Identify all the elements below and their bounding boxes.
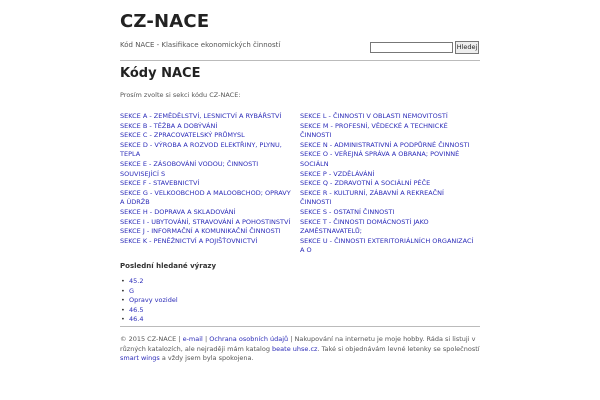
intro-text: Prosím zvolte si sekci kódu CZ-NACE: <box>120 91 241 99</box>
recent-search-link[interactable]: 46.4 <box>129 315 144 324</box>
header-divider <box>120 60 480 61</box>
section-link-r[interactable]: SEKCE R - KULTURNÍ, ZÁBAVNÍ A REKREAČNÍ ČINNOSTI <box>300 188 444 207</box>
section-link-p[interactable]: SEKCE P - VZDĚLÁVÁNÍ <box>300 169 375 178</box>
section-link-q[interactable]: SEKCE Q - ZDRAVOTNÍ A SOCIÁLNÍ PÉČE <box>300 179 431 188</box>
footer-text: | Nakupování na internetu je moje hobby. Ráda si listuji v různých katalozích, ale nejraději mám katalog <box>120 335 476 353</box>
section-link-c[interactable]: SEKCE C - ZPRACOVATELSKÝ PRŮMYSL <box>120 131 245 140</box>
section-link-o[interactable]: SEKCE O - VEŘEJNÁ SPRÁVA A OBRANA; POVINNÉ SOCIÁLN <box>300 150 460 168</box>
footer-divider <box>120 326 480 327</box>
site-title[interactable]: CZ-NACE <box>120 11 210 32</box>
list-item <box>129 287 178 297</box>
footer-text: . Také si objednávám levné letenky se společností <box>317 344 480 353</box>
recent-search-link[interactable]: G <box>129 286 135 295</box>
section-link-b[interactable]: SEKCE B - TĚŽBA A DOBÝVÁNÍ <box>120 121 218 130</box>
recent-search-link[interactable]: Opravy vozidel <box>129 296 178 305</box>
recent-search-link[interactable]: 46.5 <box>129 305 144 314</box>
site-tagline: Kód NACE - Klasifikace ekonomických činností <box>120 41 281 49</box>
page-title: Kódy NACE <box>120 66 201 81</box>
footer-text: a vždy jsem byla spokojena. <box>161 354 254 362</box>
section-link-m[interactable]: SEKCE M - PROFESNÍ, VĚDECKÉ A TECHNICKÉ ČINNOSTI <box>300 121 448 140</box>
list-item <box>129 306 178 316</box>
list-item <box>129 315 178 325</box>
search-form <box>370 41 479 54</box>
section-link-t[interactable]: SEKCE T - ČINNOSTI DOMÁCNOSTÍ JAKO ZAMĚSTNAVATELŮ; <box>300 217 429 236</box>
list-item <box>129 277 178 287</box>
section-link-d[interactable]: SEKCE D - VÝROBA A ROZVOD ELEKTŘINY, PLYNU, TEPLA <box>120 140 282 159</box>
footer-email-link[interactable]: e-mail <box>182 335 203 343</box>
section-link-f[interactable]: SEKCE F - STAVEBNICTVÍ <box>120 179 200 188</box>
section-link-i[interactable]: SEKCE I - UBYTOVÁNÍ, STRAVOVÁNÍ A POHOSTINSTVÍ <box>120 217 291 226</box>
section-link-n[interactable]: SEKCE N - ADMINISTRATIVNÍ A PODPŮRNÉ ČINNOSTI <box>300 140 470 149</box>
recent-searches-list <box>120 277 178 325</box>
list-item <box>129 296 178 306</box>
section-link-k[interactable]: SEKCE K - PENĚŽNICTVÍ A POJIŠŤOVNICTVÍ <box>120 236 258 245</box>
search-button[interactable]: Hledej <box>455 41 479 54</box>
section-link-g[interactable]: SEKCE G - VELKOOBCHOD A MALOOBCHOD; OPRAVY A ÚDRŽB <box>120 188 291 207</box>
section-link-l[interactable]: SEKCE L - ČINNOSTI V OBLASTI NEMOVITOSTÍ <box>300 112 448 120</box>
section-link-e[interactable]: SEKCE E - ZÁSOBOVÁNÍ VODOU; ČINNOSTI SOUVISEJÍCÍ S <box>120 159 259 178</box>
footer-copyright: © 2015 CZ-NACE | <box>120 335 181 343</box>
footer-privacy-link[interactable]: Ochrana osobních údajů <box>209 335 289 343</box>
footer-separator: | <box>204 335 208 343</box>
sections-column-left <box>120 112 296 246</box>
section-link-h[interactable]: SEKCE H - DOPRAVA A SKLADOVÁNÍ <box>120 207 236 216</box>
sections-column-right <box>300 112 476 256</box>
footer <box>120 335 480 364</box>
recent-search-link[interactable]: 45.2 <box>129 277 144 285</box>
section-link-a[interactable]: SEKCE A - ZEMĚDĚLSTVÍ, LESNICTVÍ A RYBÁŘSTVÍ <box>120 112 282 120</box>
footer-airline-link[interactable]: smart wings <box>120 354 160 362</box>
section-link-s[interactable]: SEKCE S - OSTATNÍ ČINNOSTI <box>300 207 395 216</box>
section-link-u[interactable]: SEKCE U - ČINNOSTI EXTERITORIÁLNÍCH ORGANIZACÍ A O <box>300 236 474 255</box>
section-link-j[interactable]: SEKCE J - INFORMAČNÍ A KOMUNIKAČNÍ ČINNOSTI <box>120 227 281 236</box>
recent-searches-title: Poslední hledané výrazy <box>120 262 217 270</box>
footer-catalog-link[interactable]: beate uhse.cz <box>272 344 318 353</box>
search-input[interactable] <box>370 42 453 53</box>
